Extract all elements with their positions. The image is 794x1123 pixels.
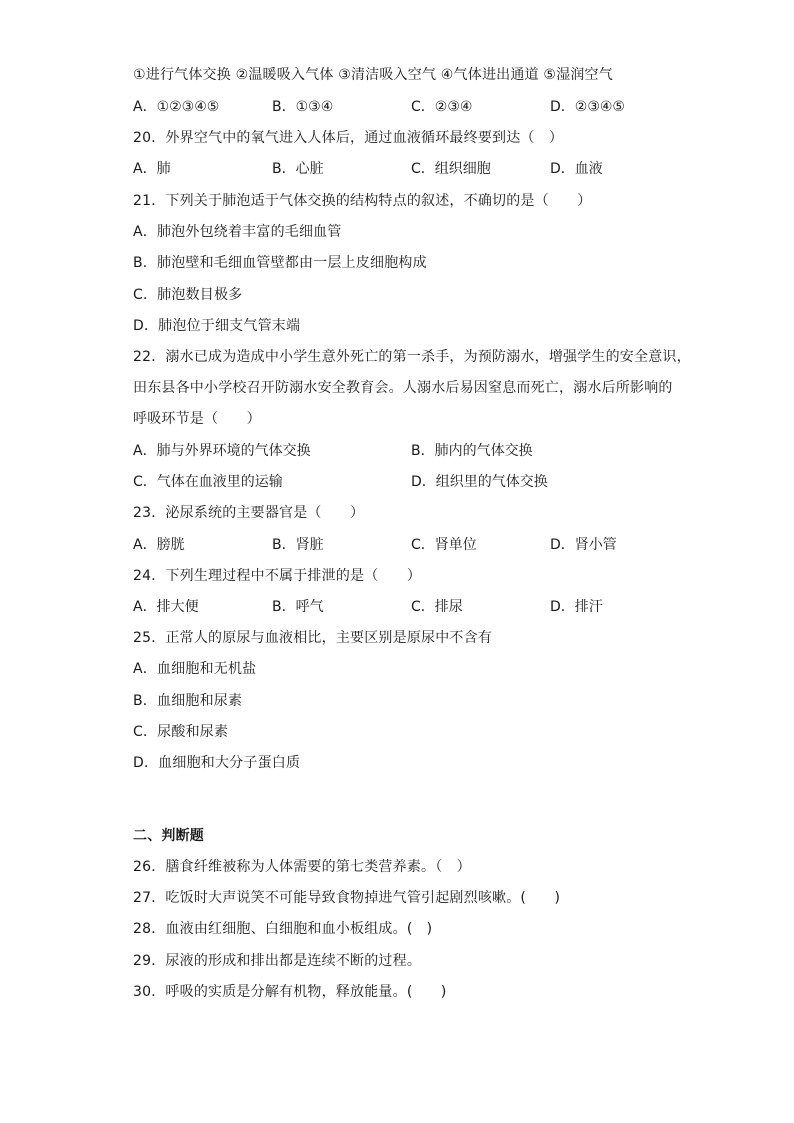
q26-stem: 26．膳食纤维被称为人体需要的第七类营养素。（ ） xyxy=(133,859,471,875)
q22-option-b: B．肺内的气体交换 xyxy=(411,443,533,459)
q22-stem-line-2: 田东县各中小学校召开防溺水安全教育会。人溺水后易因窒息而死亡，溺水后所影响的 xyxy=(133,380,673,396)
q23-option-d: D．肾小管 xyxy=(550,537,617,553)
q29-stem: 29．尿液的形成和排出都是连续不断的过程。 xyxy=(133,953,422,969)
q25-option-b: B．血细胞和尿素 xyxy=(133,693,243,709)
q21-option-c: C．肺泡数目极多 xyxy=(133,287,243,303)
q20-option-b: B．心脏 xyxy=(272,161,324,177)
q23-options xyxy=(133,534,754,556)
q24-option-b: B．呼气 xyxy=(272,599,324,615)
q23-stem: 23．泌尿系统的主要器官是（ ） xyxy=(133,505,365,521)
q20-option-d: D．血液 xyxy=(550,161,603,177)
q19-option-c: C．②③④ xyxy=(411,99,473,115)
q22-stem-line-1: 22．溺水已成为造成中小学生意外死亡的第一杀手，为预防溺水，增强学生的安全意识， xyxy=(133,349,691,365)
q28-stem: 28．血液由红细胞、白细胞和血小板组成。( ) xyxy=(133,921,433,937)
q24-options xyxy=(133,596,754,618)
q20-options xyxy=(133,158,754,180)
section-heading-judgement: 二、判断题 xyxy=(133,828,204,844)
q21-option-d: D．肺泡位于细支气管末端 xyxy=(133,318,301,334)
q20-option-c: C．组织细胞 xyxy=(411,161,491,177)
q24-option-d: D．排汗 xyxy=(550,599,603,615)
q22-option-a: A．肺与外界环境的气体交换 xyxy=(133,443,311,459)
q19-option-d: D．②③④⑤ xyxy=(550,99,625,115)
q22-stem-line-3: 呼吸环节是（ ） xyxy=(133,411,261,427)
q22-option-c: C．气体在血液里的运输 xyxy=(133,474,283,490)
q25-option-a: A．血细胞和无机盐 xyxy=(133,661,257,677)
q23-option-b: B．肾脏 xyxy=(272,537,324,553)
q30-stem: 30．呼吸的实质是分解有机物，释放能量。( ) xyxy=(133,984,447,1000)
q19-option-a: A．①②③④⑤ xyxy=(133,99,220,115)
q22-option-d: D．组织里的气体交换 xyxy=(411,474,548,490)
q24-option-a: A．排大便 xyxy=(133,599,199,615)
q23-option-a: A．膀胱 xyxy=(133,537,185,553)
q21-option-b: B．肺泡壁和毛细血管壁都由一层上皮细胞构成 xyxy=(133,255,427,271)
q20-stem: 20．外界空气中的氧气进入人体后，通过血液循环最终要到达（ ） xyxy=(133,130,564,146)
q22-options-row-1 xyxy=(133,440,754,462)
q19-option-b: B．①③④ xyxy=(272,99,334,115)
q19-options xyxy=(133,96,754,118)
q24-stem: 24．下列生理过程中不属于排泄的是（ ） xyxy=(133,568,422,584)
q23-option-c: C．肾单位 xyxy=(411,537,477,553)
q27-stem: 27．吃饭时大声说笑不可能导致食物掉进气管引起剧烈咳嗽。( ) xyxy=(133,890,561,906)
q19-choices-list: ①进行气体交换 ②温暖吸入气体 ③清洁吸入空气 ④气体进出通道 ⑤湿润空气 xyxy=(133,67,613,83)
q22-options-row-2 xyxy=(133,471,754,493)
q24-option-c: C．排尿 xyxy=(411,599,463,615)
q21-option-a: A．肺泡外包绕着丰富的毛细血管 xyxy=(133,224,342,240)
q20-option-a: A．肺 xyxy=(133,161,171,177)
q25-option-c: C．尿酸和尿素 xyxy=(133,724,229,740)
q25-stem: 25．正常人的原尿与血液相比，主要区别是原尿中不含有 xyxy=(133,630,493,646)
q21-stem: 21．下列关于肺泡适于气体交换的结构特点的叙述，不确切的是（ ） xyxy=(133,193,592,209)
q25-option-d: D．血细胞和大分子蛋白质 xyxy=(133,755,301,771)
